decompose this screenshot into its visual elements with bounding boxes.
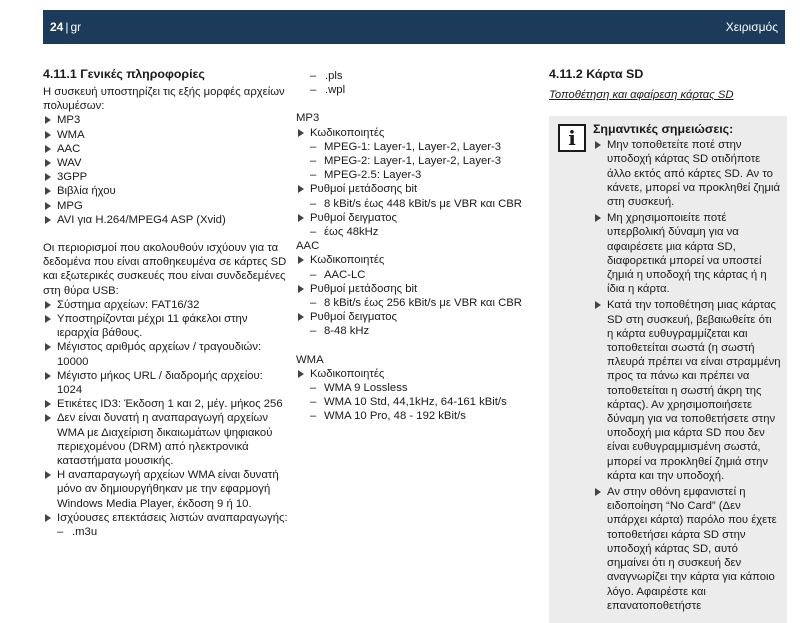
list-item: WMA — [43, 128, 288, 142]
formats-list — [43, 113, 288, 227]
limits-list — [43, 298, 288, 525]
aac-bitrate-label: Ρυθμοί μετάδοσης bit — [296, 282, 536, 296]
limits-intro: Οι περιορισμοί που ακολουθούν ισχύουν για τα δεδομένα που είναι αποθηκευμένα σε κάρτες SD και εξωτερικές συσκευές που είναι συνδεδεμένες στη θύρα USB: — [43, 242, 287, 297]
mp3-block — [296, 111, 536, 239]
list-item: Βιβλία ήχου — [43, 184, 288, 198]
aac-block — [296, 239, 536, 338]
column-sd-card — [549, 66, 787, 623]
list-item: – WMA 10 Std, 44,1kHz, 64-161 kBit/s — [310, 395, 536, 409]
mp3-bitrate-label: Ρυθμοί μετάδοσης bit — [296, 182, 536, 196]
section-title: Χειρισμός — [725, 20, 778, 34]
list-item: Δεν είναι δυνατή η αναπαραγωγή αρχείων WMA με Διαχείριση δικαιωμάτων ψηφιακού περιεχομένου (DRM) από ηλεκτρονικά καταστήματα μουσικής. — [43, 411, 288, 468]
language-code: gr — [70, 20, 82, 34]
list-item: Ισχύουσες επεκτάσεις λιστών αναπαραγωγής: — [43, 511, 288, 525]
list-item: – 8-48 kHz — [310, 324, 536, 338]
column-codecs — [296, 66, 536, 424]
list-item: Σύστημα αρχείων: FAT16/32 — [43, 298, 288, 312]
list-item: – .m3u — [57, 525, 288, 539]
list-item: – .pls — [310, 69, 536, 83]
aac-sampling-label: Ρυθμοί δειγματος — [296, 310, 536, 324]
list-item: – WMA 9 Lossless — [310, 381, 536, 395]
notes-title: Σημαντικές σημειώσεις: — [593, 122, 734, 137]
list-item: – έως 48kHz — [310, 225, 536, 239]
list-item: Αν στην οθόνη εμφανιστεί η ειδοποίηση “No Card” (Δεν υπάρχει κάρτα) παρόλο που έχετε τοποθετήσει κάρτα SD στην υποδοχή κάρτας SD, αυτό σημαίνει ότι η συσκευή δεν αναγνωρίζει την κάρτα για κάποιο λόγο. Αφαιρέστε και επανατοποθετήστε — [593, 485, 781, 613]
page-header — [43, 10, 785, 44]
list-item: AAC — [43, 142, 288, 156]
notes-list — [593, 138, 781, 613]
list-item: MPG — [43, 199, 288, 213]
list-item: – MPEG-2: Layer-1, Layer-2, Layer-3 — [310, 154, 536, 168]
aac-title: AAC — [296, 240, 320, 253]
mp3-codecs-label: Κωδικοποιητές — [296, 126, 536, 140]
list-item: Μη χρησιμοποιείτε ποτέ υπερβολική δύναμη για να αφαιρέσετε μια κάρτα SD, διαφορετικά μπορεί να υποστεί ζημιά η υποδοχή της κάρτας ή η ίδια η κάρτα. — [593, 211, 781, 296]
mp3-title: MP3 — [296, 112, 320, 125]
list-item: Υποστηρίζονται μέχρι 11 φάκελοι στην ιεραρχία βάθους. — [43, 312, 288, 340]
list-item: AVI για H.264/MPEG4 ASP (Xvid) — [43, 213, 288, 227]
list-item: – 8 kBit/s έως 448 kBit/s με VBR και CBR — [310, 197, 536, 211]
playlist-ext-list — [43, 525, 288, 539]
list-item: Μέγιστο μήκος URL / διαδρομής αρχείου: 1024 — [43, 369, 288, 397]
list-item: 3GPP — [43, 170, 288, 184]
list-item: Μέγιστος αριθμός αρχείων / τραγουδιών: 10000 — [43, 340, 288, 368]
list-item: – .wpl — [310, 83, 536, 97]
list-item: MP3 — [43, 113, 288, 127]
column-general-info — [43, 66, 288, 539]
page-number: 24 | gr — [50, 20, 82, 34]
list-item: Μην τοποθετείτε ποτέ στην υποδοχή κάρτας SD οτιδήποτε άλλο εκτός από κάρτες SD. Αν το κάνετε, μπορεί να προκληθεί ζημιά στη συσκευή. — [593, 138, 781, 209]
list-item: Η αναπαραγωγή αρχείων WMA είναι δυνατή μόνο αν δημιουργήθηκαν με την εφαρμογή Windows Media Player, έκδοση 9 ή 10. — [43, 468, 288, 511]
list-item: WAV — [43, 156, 288, 170]
list-item: Ετικέτες ID3: Έκδοση 1 και 2, μέγ. μήκος 256 — [43, 397, 288, 411]
list-item: – MPEG-1: Layer-1, Layer-2, Layer-3 — [310, 140, 536, 154]
wma-codecs-label: Κωδικοποιητές — [296, 367, 536, 381]
wma-title: WMA — [296, 353, 324, 366]
formats-intro: Η συσκευή υποστηρίζει τις εξής μορφές αρχείων πολυμέσων: — [43, 86, 285, 113]
sd-insert-remove-subheading: Τοποθέτηση και αφαίρεση κάρτας SD — [549, 89, 734, 101]
list-item: – 8 kBit/s έως 256 kBit/s με VBR και CBR — [310, 296, 536, 310]
list-item: – MPEG-2.5: Layer-3 — [310, 168, 536, 182]
mp3-sampling-label: Ρυθμοί δειγματος — [296, 211, 536, 225]
list-item: Κατά την τοποθέτηση μιας κάρτας SD στη συσκευή, βεβαιωθείτε ότι η κάρτα ευθυγραμμίζεται και τοποθετείται σωστά (η σωστή πλευρά πρέπει να είναι στραμμένη προς τα πάνω και πρέπει να τοποθετείται η σωστή άκρη της κάρτας). Αν χρησιμοποιήσετε δύναμη για να τοποθετήσετε στην υποδοχή μια κάρτα SD που δεν είναι ευθυγραμμισμένη σωστά, μπορεί να προκληθεί ζημιά στην κάρτα και την υποδοχή. — [593, 298, 781, 483]
heading-sd-card: 4.11.2 Κάρτα SD — [549, 67, 644, 81]
list-item: – AAC-LC — [310, 268, 536, 282]
important-notes-box — [549, 116, 787, 623]
aac-codecs-label: Κωδικοποιητές — [296, 253, 536, 267]
heading-general-info: 4.11.1 Γενικές πληροφορίες — [43, 67, 205, 81]
wma-block — [296, 353, 536, 424]
playlist-ext-list-cont — [296, 69, 536, 97]
list-item: – WMA 10 Pro, 48 - 192 kBit/s — [310, 409, 536, 423]
info-icon: i — [558, 124, 586, 152]
